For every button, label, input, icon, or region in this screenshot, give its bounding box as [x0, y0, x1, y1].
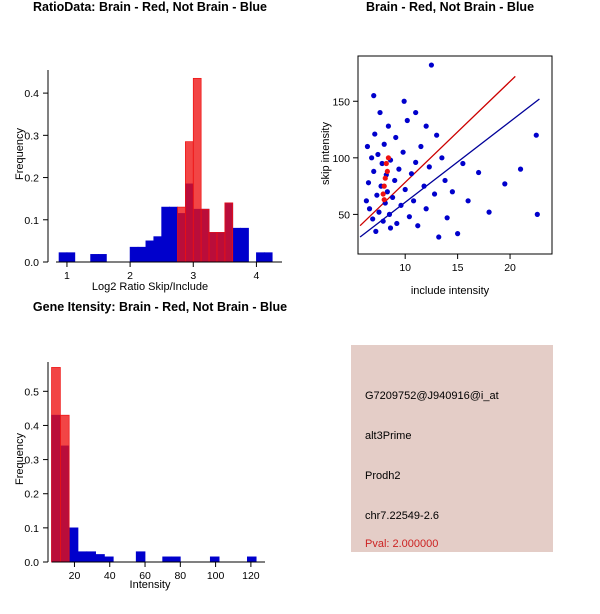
- scatter-point: [365, 144, 370, 149]
- hist-bar: [171, 557, 180, 562]
- scatter-point: [434, 133, 439, 138]
- hist-bar: [87, 552, 96, 562]
- scatter-point: [374, 193, 379, 198]
- scatter-point: [384, 161, 389, 166]
- x-tick-label: 2: [127, 270, 134, 282]
- hist-bar: [52, 367, 61, 562]
- scatter-plot: [300, 14, 600, 314]
- x-tick-label: 40: [103, 570, 116, 582]
- hist-bar: [163, 557, 172, 562]
- hist-bar: [247, 557, 256, 562]
- hist-bar: [185, 142, 193, 262]
- scatter-point: [382, 184, 387, 189]
- hist-bar: [154, 237, 162, 262]
- panel-info: [300, 300, 600, 600]
- hist-bar: [146, 241, 154, 262]
- hist-ratio-xlabel: Log2 Ratio Skip/Include: [91, 281, 209, 293]
- scatter-point: [409, 171, 414, 176]
- hist-bar: [210, 557, 219, 562]
- scatter-point: [377, 110, 382, 115]
- hist-bar: [69, 528, 78, 562]
- scatter-point: [385, 169, 390, 174]
- panel-hist-ratio: [0, 0, 300, 300]
- regression-line-notbrain-fit: [360, 99, 539, 237]
- x-tick-label: 80: [174, 570, 187, 582]
- info-box: [351, 345, 553, 552]
- scatter-point: [372, 131, 377, 136]
- scatter-point: [535, 212, 540, 217]
- x-tick-label: 10: [399, 262, 412, 274]
- info-line-event: alt3Prime: [365, 430, 412, 442]
- y-tick-label: 0.1: [24, 522, 39, 535]
- scatter-point: [411, 198, 416, 203]
- info-line-pval: Pval: 2.000000: [365, 538, 439, 550]
- scatter-point: [366, 180, 371, 185]
- hist-bar: [225, 203, 233, 262]
- info-line-locus: chr7.22549-2.6: [365, 510, 439, 522]
- scatter-point: [367, 206, 372, 211]
- scatter-point: [402, 99, 407, 104]
- scatter-ylabel: skip intensity: [320, 122, 332, 185]
- x-tick-label: 20: [68, 570, 81, 582]
- x-tick-label: 15: [451, 262, 464, 274]
- scatter-point: [421, 184, 426, 189]
- y-tick-label: 0.2: [24, 488, 39, 501]
- y-tick-label: 0.4: [24, 88, 39, 101]
- scatter-point: [370, 216, 375, 221]
- scatter-point: [383, 176, 388, 181]
- scatter-point: [486, 210, 491, 215]
- scatter-point: [369, 155, 374, 160]
- x-tick-label: 60: [139, 570, 151, 582]
- panel-scatter-title: Brain - Red, Not Brain - Blue: [365, 0, 535, 14]
- hist-intensity-plot: [0, 314, 330, 614]
- scatter-point: [403, 187, 408, 192]
- hist-bar: [209, 232, 217, 262]
- hist-intensity-ylabel: Frequency: [14, 433, 26, 485]
- x-tick-label: 120: [242, 570, 260, 582]
- scatter-point: [388, 225, 393, 230]
- y-tick-label: 0.1: [24, 214, 39, 227]
- y-tick-label: 0.0: [24, 557, 39, 569]
- scatter-point: [373, 229, 378, 234]
- scatter-point: [394, 221, 399, 226]
- scatter-point: [466, 198, 471, 203]
- x-tick-label: 3: [190, 270, 197, 282]
- scatter-point: [413, 160, 418, 165]
- scatter-points-not: [364, 62, 540, 239]
- info-line-gene: Prodh2: [365, 470, 401, 482]
- y-tick-label: 50: [338, 209, 350, 222]
- scatter-point: [413, 110, 418, 115]
- scatter-point: [439, 155, 444, 160]
- hist-bar: [233, 228, 241, 262]
- scatter-point: [386, 155, 391, 160]
- hist-bar: [104, 557, 113, 562]
- scatter-xlabel: include intensity: [410, 285, 490, 297]
- scatter-point: [400, 150, 405, 155]
- hist-bar: [59, 253, 67, 262]
- scatter-point: [445, 215, 450, 220]
- scatter-point: [455, 231, 460, 236]
- hist-bar: [67, 253, 75, 262]
- scatter-point: [375, 152, 380, 157]
- hist-bar: [130, 247, 138, 262]
- scatter-point: [424, 124, 429, 129]
- hist-bar: [136, 552, 145, 562]
- scatter-point: [405, 118, 410, 123]
- y-tick-label: 100: [332, 152, 350, 165]
- x-tick-label: 4: [253, 270, 260, 282]
- y-tick-label: 0.5: [24, 386, 39, 399]
- hist-bar: [201, 209, 209, 262]
- scatter-point: [398, 203, 403, 208]
- scatter-point: [442, 178, 447, 183]
- hist-intensity-bars: [52, 367, 257, 562]
- y-tick-label: 0.3: [24, 130, 39, 143]
- scatter-point: [429, 62, 434, 67]
- scatter-point: [386, 124, 391, 129]
- scatter-point: [382, 142, 387, 147]
- scatter-point: [427, 164, 432, 169]
- hist-bar: [217, 232, 225, 262]
- scatter-point: [381, 219, 386, 224]
- y-tick-label: 0.0: [24, 257, 39, 269]
- scatter-point: [415, 223, 420, 228]
- x-tick-label: 1: [64, 270, 70, 282]
- scatter-point: [396, 167, 401, 172]
- scatter-point: [376, 210, 381, 215]
- scatter-point: [382, 197, 387, 202]
- scatter-point: [393, 135, 398, 140]
- scatter-point: [390, 195, 395, 200]
- y-tick-label: 0.4: [24, 420, 39, 433]
- hist-bar: [99, 254, 107, 262]
- scatter-point: [432, 191, 437, 196]
- panel-hist-intensity-title: Gene Itensity: Brain - Red, Not Brain - Blue: [32, 300, 288, 314]
- scatter-point: [476, 170, 481, 175]
- panel-hist-intensity: [0, 300, 330, 600]
- scatter-point: [418, 144, 423, 149]
- hist-bar: [78, 552, 87, 562]
- scatter-point: [371, 169, 376, 174]
- scatter-point: [502, 181, 507, 186]
- hist-ratio-ylabel: Frequency: [14, 128, 26, 180]
- y-tick-label: 0.2: [24, 172, 39, 185]
- scatter-point: [450, 189, 455, 194]
- panel-hist-ratio-title: RatioData: Brain - Red, Not Brain - Blue: [32, 0, 268, 14]
- hist-bar: [264, 253, 272, 262]
- scatter-point: [371, 93, 376, 98]
- hist-bar: [91, 254, 99, 262]
- info-line-probe: G7209752@J940916@i_at: [365, 390, 499, 402]
- scatter-point: [534, 133, 539, 138]
- scatter-point: [387, 212, 392, 217]
- x-tick-label: 20: [504, 262, 516, 274]
- y-tick-label: 150: [332, 96, 350, 109]
- scatter-point: [392, 178, 397, 183]
- plot-frame: [358, 56, 552, 254]
- hist-ratio-bars: [59, 78, 272, 262]
- hist-bar: [256, 253, 264, 262]
- scatter-point: [364, 198, 369, 203]
- x-tick-label: 100: [206, 570, 225, 582]
- hist-bar: [170, 207, 178, 262]
- hist-intensity-xlabel: Intensity: [129, 579, 171, 591]
- scatter-point: [424, 206, 429, 211]
- scatter-point: [518, 167, 523, 172]
- hist-bar: [193, 78, 201, 262]
- panel-scatter: [300, 0, 600, 300]
- hist-bar: [177, 207, 185, 262]
- scatter-point: [407, 214, 412, 219]
- scatter-point: [460, 161, 465, 166]
- scatter-point: [436, 234, 441, 239]
- hist-bar: [60, 415, 69, 562]
- hist-bar: [162, 207, 170, 262]
- hist-bar: [96, 554, 105, 562]
- hist-ratio-plot: [0, 14, 300, 314]
- scatter-point: [381, 191, 386, 196]
- y-tick-label: 0.3: [24, 454, 39, 467]
- hist-bar: [138, 247, 146, 262]
- hist-bar: [241, 228, 249, 262]
